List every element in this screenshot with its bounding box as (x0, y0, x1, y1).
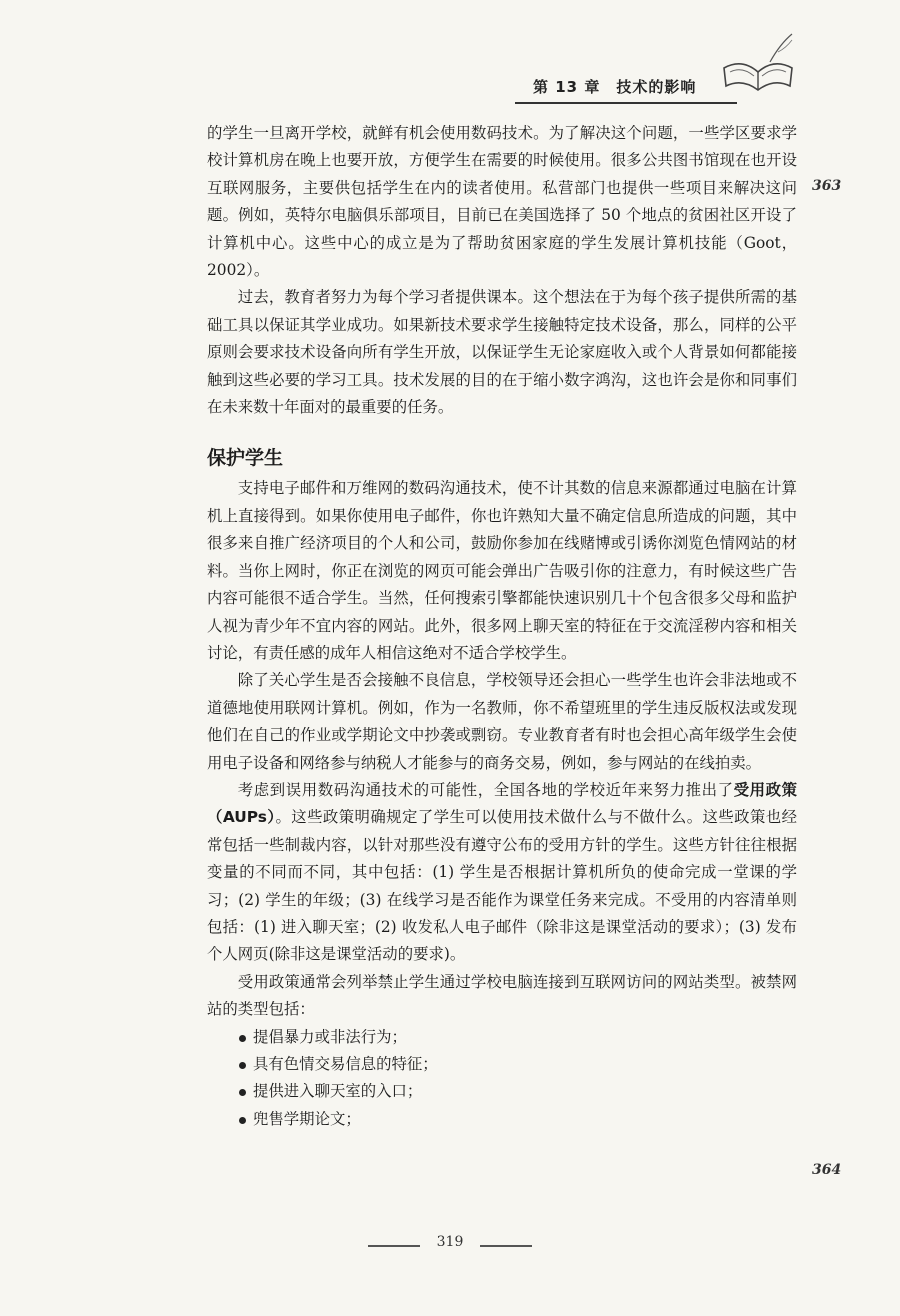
text-span: 。这些政策明确规定了学生可以使用技术做什么与不做什么。这些政策也经常包括一些制裁内容，以针对那些没有遵守公布的受用方针的学生。这些方针往往根据变量的不同而不同，其中包括：(1) 学生是否根据计算机所负的使命完成一堂课的学习；(2) 学生的年级；(3) 在线学习是否能作为课堂任务来完成。不受用的内容清单则包括：(1) 进入聊天室；(2) 收发私人电子邮件（除非这是课堂活动的要求）；(3) 发布个人网页(除非这是课堂活动的要求)。 (207, 808, 797, 964)
paragraph: 受用政策通常会列举禁止学生通过学校电脑连接到互联网访问的网站类型。被禁网站的类型包括： (207, 972, 797, 1019)
paragraph: 的学生一旦离开学校，就鲜有机会使用数码技术。为了解决这个问题，一些学区要求学校计算机房在晚上也要开放，方便学生在需要的时候使用。很多公共图书馆现在也开设互联网服务，主要供包括学生在内的读者使用。私营部门也提供一些项目来解决这问题。例如，英特尔电脑俱乐部项目，目前已在美国选择了 50 个地点的贫困社区开设了计算机中心。这些中心的成立是为了帮助贫困家庭的学生发展计算机技能（Goot，2002）。 (207, 124, 797, 280)
chapter-title: 第 13 章 技术的影响 (533, 78, 697, 96)
list-item: 提倡暴力或非法行为； (253, 1024, 797, 1051)
open-book-icon (718, 28, 798, 100)
running-header (515, 72, 745, 102)
paragraph: 支持电子邮件和万维网的数码沟通技术，使不计其数的信息来源都通过电脑在计算机上直接得到。如果你使用电子邮件，你也许熟知大量不确定信息所造成的问题，其中很多来自推广经济项目的个人和公司，鼓励你参加在线赌博或引诱你浏览色情网站的材料。当你上网时，你正在浏览的网页可能会弹出广告吸引你的注意力，有时候这些广告内容可能很不适合学生。当然，任何搜索引擎都能快速识别几十个包含很多父母和监护人视为青少年不宜内容的网站。此外，很多网上聊天室的特征在于交流淫秽内容和相关讨论，有责任感的成年人相信这绝对不适合学校学生。 (207, 479, 797, 662)
margin-page-ref: 363 (812, 178, 842, 194)
list-item: 具有色情交易信息的特征； (253, 1051, 797, 1078)
paragraph (207, 777, 797, 969)
paragraph: 除了关心学生是否会接触不良信息，学校领导还会担心一些学生也许会非法地或不道德地使用联网计算机。例如，作为一名教师，你不希望班里的学生违反版权法或发现他们在自己的作业或学期论文中抄袭或剽窃。专业教育者有时也会担心高年级学生会使用电子设备和网络参与纳税人才能参与的商务交易，例如，参与网站的在线拍卖。 (207, 671, 797, 772)
list-item: 提供进入聊天室的入口； (253, 1078, 797, 1105)
footer-ornament-right (480, 1245, 532, 1247)
page-number: 319 (436, 1234, 464, 1250)
section-heading: 保护学生 (207, 447, 284, 470)
key-term: 受用政策（AUPs） (207, 780, 797, 827)
list-item: 兜售学期论文； (253, 1106, 797, 1133)
paragraph: 过去，教育者努力为每个学习者提供课本。这个想法在于为每个孩子提供所需的基础工具以保证其学业成功。如果新技术要求学生接触特定技术设备，那么，同样的公平原则会要求技术设备向所有学生开放，以保证学生无论家庭收入或个人背景如何都能接触到这些必要的学习工具。技术发展的目的在于缩小数字鸿沟，这也许会是你和同事们在未来数十年面对的最重要的任务。 (207, 288, 797, 417)
page-footer (360, 1234, 540, 1258)
margin-page-ref: 364 (812, 1162, 842, 1178)
bullet-list (207, 1024, 797, 1134)
text-span: 考虑到误用数码沟通技术的可能性，全国各地的学校近年来努力推出了 (237, 780, 734, 799)
body-text (207, 120, 797, 1133)
header-rule (515, 102, 737, 104)
